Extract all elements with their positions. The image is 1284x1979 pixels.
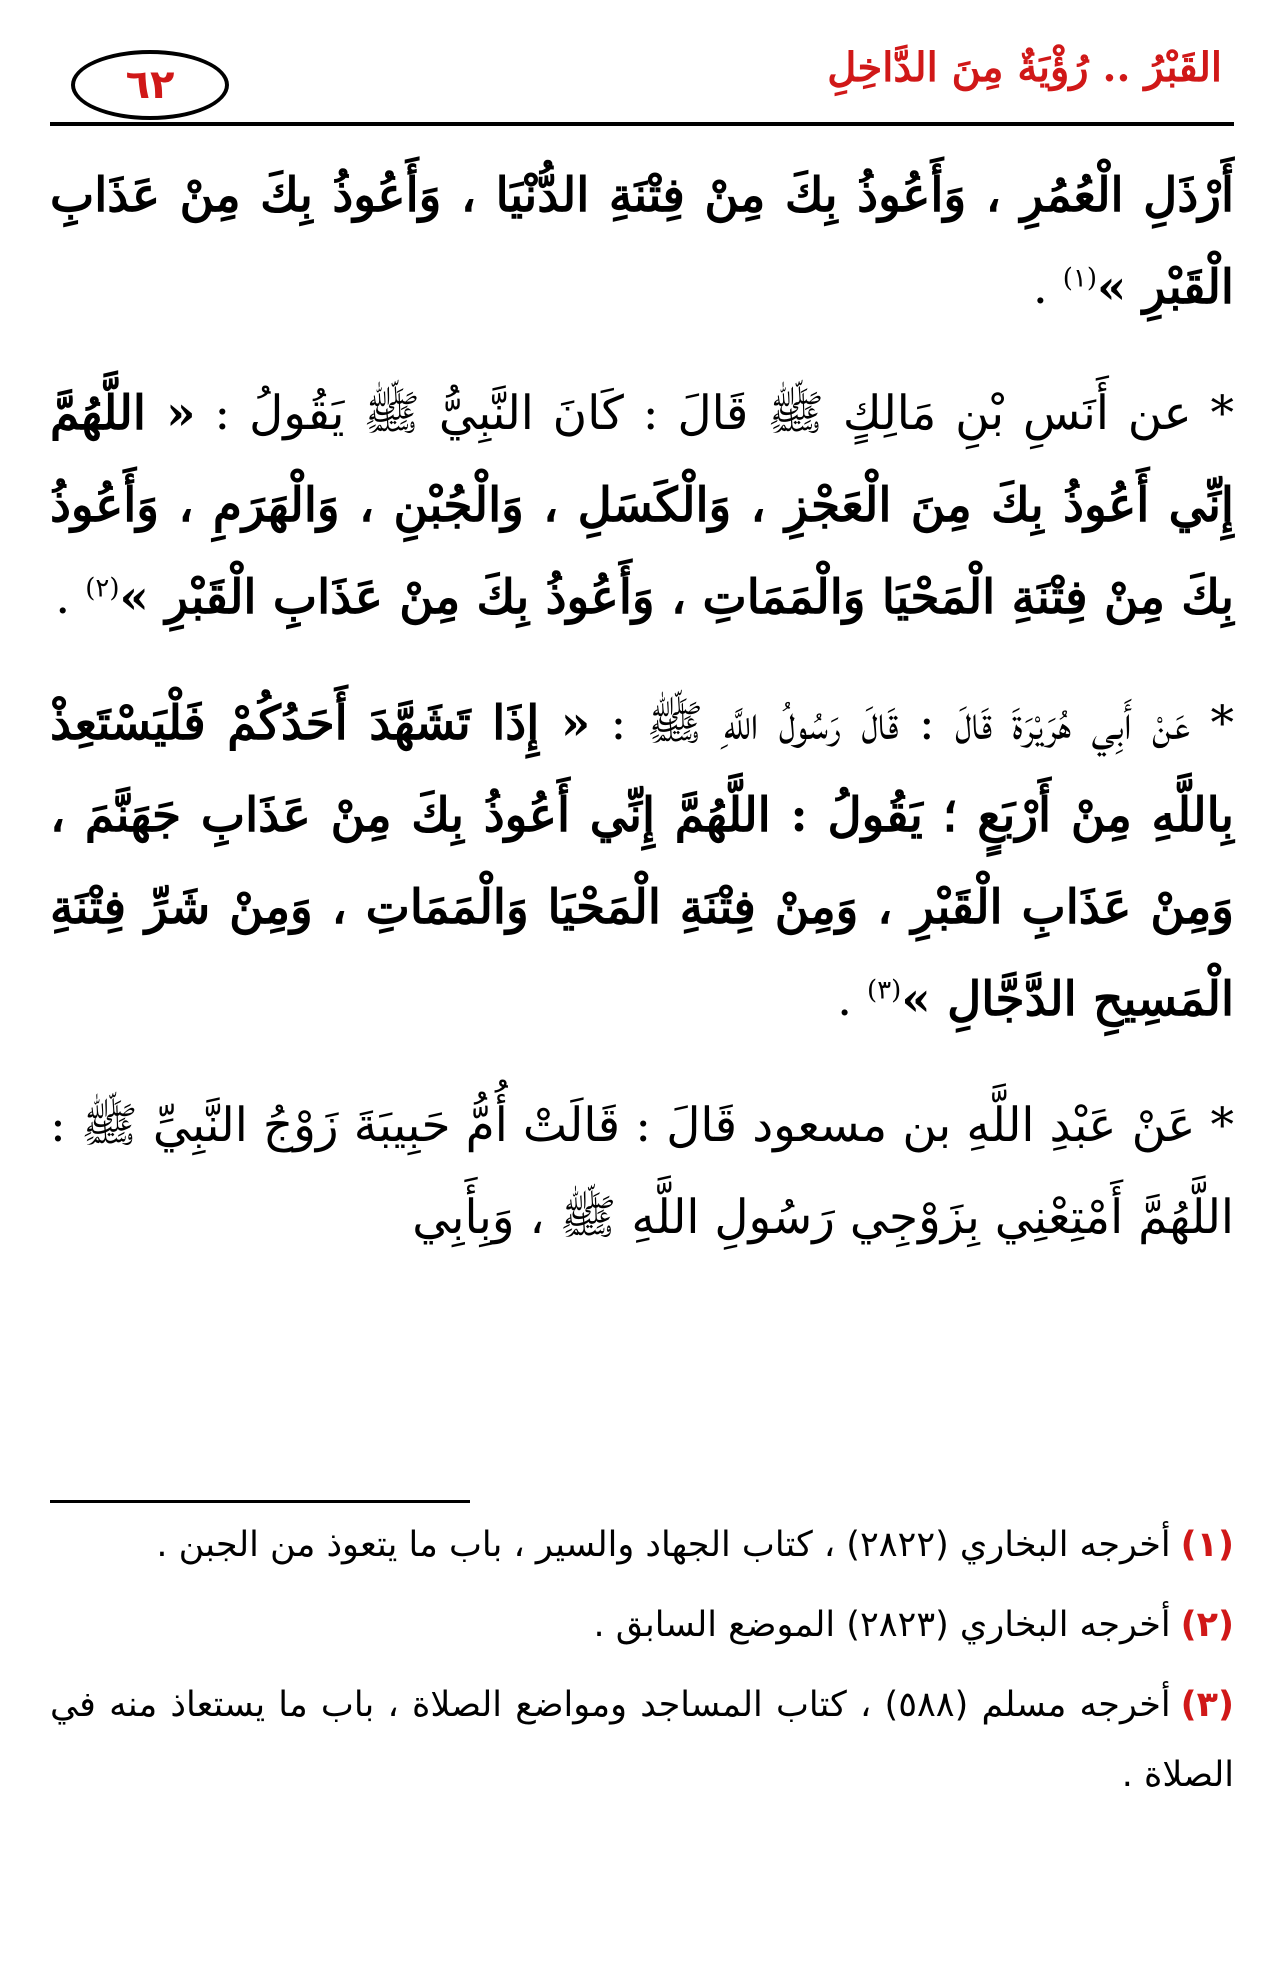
main-text bbox=[50, 150, 1234, 1298]
hadith-text: « إِذَا تَشَهَّدَ أَحَدُكُمْ فَلْيَسْتَعِذْ بِاللَّهِ مِنْ أَرْبَعٍ ؛ يَقُولُ : اللَّهُمَّ إِنِّي أَعُوذُ بِكَ مِنْ عَذَابِ جَهَنَّمَ ، وَمِنْ عَذَابِ الْقَبْرِ ، وَمِنْ فِتْنَةِ الْمَحْيَا وَالْمَمَاتِ ، وَمِنْ شَرِّ فِتْنَةِ الْمَسِيحِ الدَّجَّالِ » bbox=[50, 696, 1234, 1027]
footnote-ref-3: (٣) bbox=[867, 975, 902, 1006]
paragraph-2 bbox=[50, 368, 1234, 644]
footnote-number: (٣) bbox=[1180, 1685, 1234, 1725]
header-rule bbox=[50, 122, 1234, 126]
footnote-ref-1: (١) bbox=[1062, 263, 1097, 294]
narration-intro: * عن أَنَسِ بْنِ مَالِكٍ ﷺ قَالَ : كَانَ النَّبِيُّ ﷺ يَقُولُ : bbox=[214, 386, 1234, 441]
footnote-1 bbox=[50, 1510, 1234, 1580]
footnote-number: (١) bbox=[1180, 1525, 1234, 1565]
sentence-end: . bbox=[837, 972, 868, 1027]
narration-text: * عَنْ عَبْدِ اللَّهِ بن مسعود قَالَ : قَالَتْ أُمُّ حَبِيبَةَ زَوْجُ النَّبِيِّ ﷺ : اللَّهُمَّ أَمْتِعْنِي بِزَوْجِي رَسُولِ اللَّهِ ﷺ ، وَبِأَبِي bbox=[50, 1098, 1235, 1245]
running-title: القَبْرُ .. رُؤْيَةٌ مِنَ الدَّاخِلِ bbox=[827, 44, 1222, 91]
page-number: ٦٢ bbox=[71, 50, 229, 120]
footnote-number: (٢) bbox=[1180, 1605, 1234, 1645]
paragraph-4 bbox=[50, 1080, 1234, 1264]
footnote-text: أخرجه البخاري (٢٨٢٣) الموضع السابق . bbox=[593, 1605, 1171, 1645]
footnote-rule bbox=[50, 1500, 470, 1503]
paragraph-1 bbox=[50, 150, 1234, 334]
hadith-text: أَرْذَلِ الْعُمُرِ ، وَأَعُوذُ بِكَ مِنْ فِتْنَةِ الدُّنْيَا ، وَأَعُوذُ بِكَ مِنْ عَذَابِ الْقَبْرِ » bbox=[50, 168, 1234, 315]
footnote-2 bbox=[50, 1590, 1234, 1660]
footnotes bbox=[50, 1510, 1234, 1820]
paragraph-3 bbox=[50, 678, 1234, 1046]
hadith-text: « اللَّهُمَّ إِنِّي أَعُوذُ بِكَ مِنَ الْعَجْزِ ، وَالْكَسَلِ ، وَالْجُبْنِ ، وَالْهَرَمِ ، وَأَعُوذُ بِكَ مِنْ فِتْنَةِ الْمَحْيَا وَالْمَمَاتِ ، وَأَعُوذُ بِكَ مِنْ عَذَابِ الْقَبْرِ » bbox=[50, 386, 1234, 625]
footnote-3 bbox=[50, 1670, 1234, 1810]
page-header bbox=[50, 30, 1234, 130]
footnote-text: أخرجه البخاري (٢٨٢٢) ، كتاب الجهاد والسير ، باب ما يتعوذ من الجبن . bbox=[156, 1525, 1171, 1565]
narration-intro: * عَنْ أَبِي هُرَيْرَةَ قَالَ : قَالَ رَسُولُ اللَّهِ ﷺ : bbox=[610, 696, 1234, 751]
footnote-ref-2: (٢) bbox=[85, 573, 120, 604]
sentence-end: . bbox=[1032, 260, 1063, 315]
footnote-text: أخرجه مسلم (٥٨٨) ، كتاب المساجد ومواضع الصلاة ، باب ما يستعاذ منه في الصلاة . bbox=[50, 1685, 1234, 1795]
sentence-end: . bbox=[55, 570, 86, 625]
